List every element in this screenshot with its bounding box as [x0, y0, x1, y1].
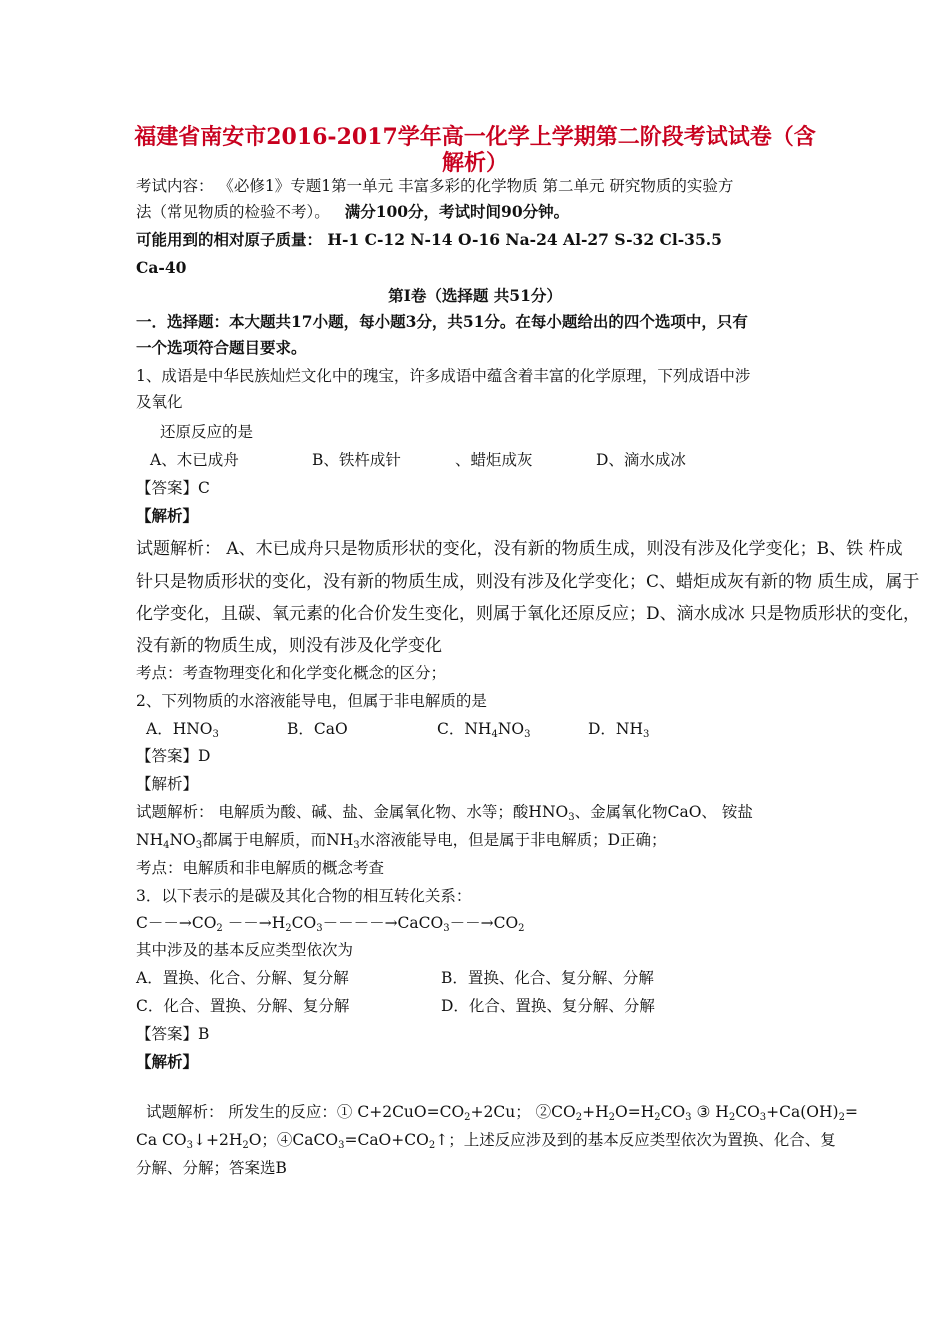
- q1-option-a: A、木已成舟: [150, 451, 239, 469]
- q1-stem-line1: 1、成语是中华民族灿烂文化中的瑰宝，许多成语中蕴含着丰富的化学原理，下列成语中涉: [136, 367, 751, 385]
- q3-e2-e: ↑；上述反应涉及到的基本反应类型依次为置换、化合、复: [435, 1131, 836, 1149]
- q2-option-b: B．CaO: [287, 720, 348, 738]
- q3-option-c: C．化合、置换、分解、复分解: [136, 997, 350, 1015]
- q2-a2-mid1: NO: [169, 831, 196, 849]
- q1-stem-line3: 还原反应的是: [160, 423, 254, 441]
- atomic-mass-line1: 可能用到的相对原子质量： H-1 C-12 N-14 O-16 Na-24 Al-27 S-32 Cl-35.5: [136, 230, 722, 249]
- q1-option-d: D、滴水成冰: [596, 451, 686, 469]
- q2-a2-s1: 4: [163, 840, 170, 851]
- q3-answer: 【答案】B: [136, 1025, 210, 1043]
- q3-e1-s7: 3: [759, 1112, 767, 1123]
- q2-option-c-sub1: 4: [491, 729, 498, 740]
- q2-a1-sub: 3: [568, 812, 575, 823]
- q3-stem: 3．以下表示的是碳及其化合物的相互转化关系：: [136, 887, 472, 905]
- q3-e1-e: CO: [660, 1103, 686, 1121]
- q3-e1-c: +H: [582, 1103, 609, 1121]
- q3-e2-s1: 3: [186, 1140, 193, 1151]
- q3-e1-s5: 3: [685, 1112, 692, 1123]
- q1-analysis-line4: 没有新的物质生成，则没有涉及化学变化: [136, 636, 442, 656]
- q1-stem-line2: 及氧化: [136, 393, 183, 411]
- q3-analysis-line2: [136, 1130, 836, 1156]
- q3-sub-stem: 其中涉及的基本反应类型依次为: [136, 941, 354, 959]
- q3-conversion-chain: [136, 913, 525, 939]
- exam-content-line2: [136, 202, 569, 222]
- q2-option-d: [588, 719, 649, 745]
- q2-a2-mid2: 都属于电解质，而NH: [202, 831, 354, 849]
- q3-e1-s8: 2: [838, 1112, 845, 1123]
- q2-a1-pre: 试题解析： 电解质为酸、碱、盐、金属氧化物、水等；酸HNO: [136, 803, 569, 821]
- q3-option-a: A．置换、化合、分解、复分解: [136, 969, 349, 987]
- q3-analysis-line3: 分解、分解；答案选B: [136, 1159, 287, 1177]
- document-title-line1: 福建省南安市2016-2017学年高一化学上学期第二阶段考试试卷（含: [134, 124, 816, 150]
- q3-e1-s1: 2: [464, 1112, 471, 1123]
- q2-option-c-text: C．NH: [437, 720, 492, 738]
- q3-e2-b: ↓+2H: [192, 1131, 243, 1149]
- q3-chain-2: －－→H: [222, 914, 286, 932]
- q1-option-b: B、铁杵成针: [312, 451, 401, 469]
- q3-chain-s2: 2: [285, 923, 292, 934]
- q3-e1-s2: 2: [575, 1112, 583, 1123]
- q2-option-a-sub: 3: [212, 729, 219, 740]
- q2-a2-s3: 3: [353, 840, 360, 851]
- q3-e1-i: =: [844, 1103, 858, 1121]
- q2-option-d-sub: 3: [643, 729, 650, 740]
- section-instruction-line2: 一个选项符合题目要求。: [136, 338, 307, 357]
- q3-e1-g: CO: [735, 1103, 760, 1121]
- section-instruction-line1: 一．选择题：本大题共17小题，每小题3分，共51分。在每小题给出的四个选项中，只有: [136, 312, 748, 331]
- q1-analysis-line3: 化学变化，且碳、氧元素的化合价发生变化，则属于氧化还原反应；D、滴水成冰 只是物质形状的变化，: [136, 604, 921, 624]
- q2-option-a: [146, 719, 219, 745]
- q3-e1-a: 试题解析： 所发生的反应：① C+2CuO=CO: [146, 1103, 465, 1121]
- q3-option-b: B．置换、化合、复分解、分解: [441, 969, 654, 987]
- q3-chain-s3: 3: [316, 923, 323, 934]
- q2-option-a-text: A．HNO: [146, 720, 213, 738]
- q3-e1-s4: 2: [654, 1112, 661, 1123]
- q3-e2-a: Ca CO: [136, 1131, 187, 1149]
- q2-option-d-text: D．NH: [588, 720, 644, 738]
- q2-analysis-line1: [136, 802, 753, 828]
- q3-chain-s1: 2: [216, 923, 223, 934]
- q2-a2-pre: NH: [136, 831, 164, 849]
- q3-e2-s3: 3: [338, 1140, 345, 1151]
- exam-content-line1: 考试内容： 《必修1》专题1第一单元 丰富多彩的化学物质 第二单元 研究物质的实验方: [136, 177, 734, 195]
- q3-chain-5: －－→CO: [449, 914, 519, 932]
- q2-a1-post: 、金属氧化物CaO、 铵盐: [574, 803, 753, 821]
- document-title-line2: 解析）: [441, 150, 508, 176]
- q3-e1-d: O=H: [615, 1103, 655, 1121]
- section-heading: 第I卷（选择题 共51分）: [388, 286, 562, 305]
- q3-e1-s6: 2: [728, 1112, 736, 1123]
- q3-e2-d: =CaO+CO: [344, 1131, 429, 1149]
- q3-chain-3: CO: [291, 914, 317, 932]
- q1-answer: 【答案】C: [136, 479, 210, 497]
- q1-option-c: 、蜡炬成灰: [455, 451, 533, 469]
- q3-analysis-label: 【解析】: [136, 1052, 199, 1071]
- q3-chain-s4: 3: [443, 923, 450, 934]
- q2-option-c-sub2: 3: [524, 729, 531, 740]
- q3-e1-h: +Ca(OH): [766, 1103, 839, 1121]
- q2-stem: 2、下列物质的水溶液能导电，但属于非电解质的是: [136, 692, 487, 710]
- q1-analysis-line2: 针只是物质形状的变化，没有新的物质生成，则没有涉及化学变化；C、蜡炬成灰有新的物 质生成，属于: [136, 572, 920, 592]
- q2-analysis-line2: [136, 830, 667, 856]
- q2-answer: 【答案】D: [136, 747, 211, 765]
- exam-score-time: 满分100分，考试时间90分钟。: [344, 202, 570, 221]
- q1-analysis-label: 【解析】: [136, 506, 199, 525]
- q2-option-c-mid: NO: [497, 720, 525, 738]
- q3-chain-1: C－－→CO: [136, 914, 217, 932]
- q3-e1-s3: 2: [608, 1112, 615, 1123]
- q2-analysis-label: 【解析】: [136, 775, 199, 793]
- q3-chain-4: －－－－→CaCO: [322, 914, 444, 932]
- q3-chain-s5: 2: [518, 923, 525, 934]
- atomic-mass-line2: Ca-40: [136, 258, 187, 277]
- q3-option-d: D．化合、置换、复分解、分解: [441, 997, 655, 1015]
- q2-option-c: [437, 719, 530, 745]
- q3-analysis-line1: [146, 1102, 858, 1128]
- q2-a2-s2: 3: [195, 840, 203, 851]
- q1-analysis-line1: 试题解析： A、木已成舟只是物质形状的变化，没有新的物质生成，则没有涉及化学变化；B、铁 杵成: [136, 539, 903, 559]
- q3-e2-c: O；④CaCO: [248, 1131, 339, 1149]
- q3-e1-b: +2Cu； ②CO: [470, 1103, 576, 1121]
- q3-e2-s4: 2: [428, 1140, 436, 1151]
- q2-point: 考点：电解质和非电解质的概念考查: [136, 859, 385, 877]
- q3-e1-f: ③ H: [691, 1103, 729, 1121]
- q2-a2-post: 水溶液能导电，但是属于非电解质；D正确；: [359, 831, 667, 849]
- exam-content-scope: 法（常见物质的检验不考）。: [136, 203, 330, 221]
- q1-point: 考点：考查物理变化和化学变化概念的区分；: [136, 664, 447, 682]
- q3-e2-s2: 2: [242, 1140, 249, 1151]
